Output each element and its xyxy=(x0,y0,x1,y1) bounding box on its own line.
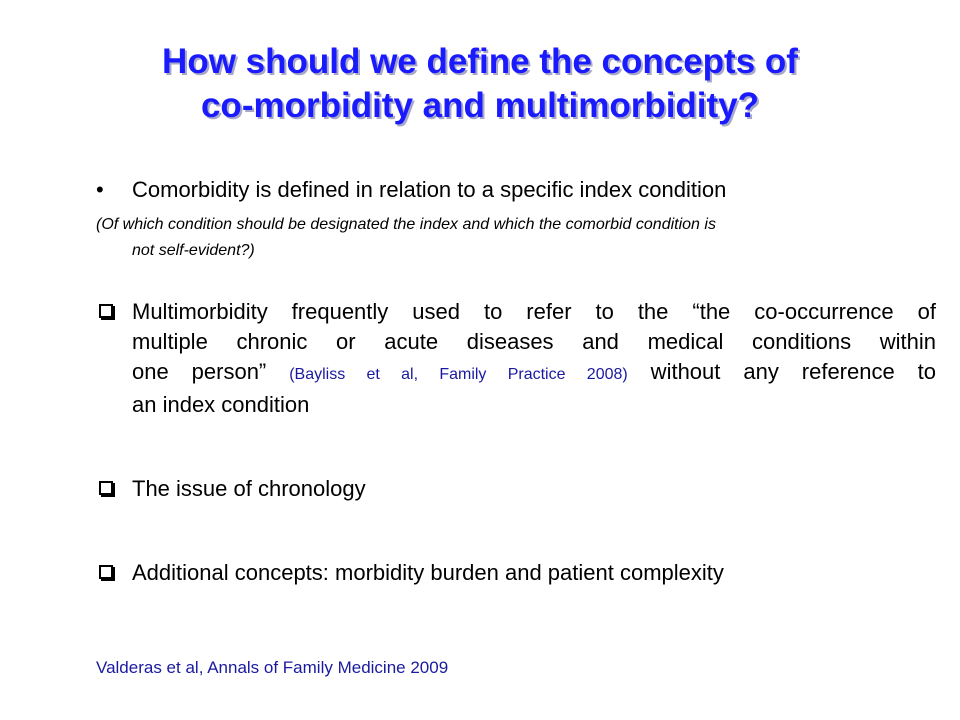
bullet-chronology xyxy=(96,474,936,504)
title-line-1: How should we define the concepts of xyxy=(162,42,798,81)
slide-title xyxy=(40,40,920,128)
note-line-2: not self-evident?) xyxy=(132,242,255,259)
checkbox-bullet-icon xyxy=(99,565,113,579)
multimorbidity-line-1: Multimorbidity frequently used to refer to the “the co-occurrence of xyxy=(132,299,936,324)
multimorbidity-line-3 xyxy=(132,357,936,390)
multimorbidity-line-2: multiple chronic or acute diseases and medical conditions within xyxy=(132,329,936,354)
footer-reference: Valderas et al, Annals of Family Medicine 2009 xyxy=(96,658,449,677)
bullet-dot-marker: • xyxy=(96,177,104,202)
multimorbidity-line-3-end: without any reference to xyxy=(627,359,937,384)
bullet-chronology-text: The issue of chronology xyxy=(132,476,366,501)
index-condition-note xyxy=(96,212,934,264)
bullet-multimorbidity xyxy=(96,297,936,420)
multimorbidity-line-4: an index condition xyxy=(132,392,310,417)
title-line-2: co-morbidity and multimorbidity? xyxy=(200,86,760,125)
checkbox-bullet-icon xyxy=(99,304,113,318)
bullet-additional-concepts xyxy=(96,558,936,588)
checkbox-bullet-icon xyxy=(99,481,113,495)
bullet-additional-text: Additional concepts: morbidity burden and patient complexity xyxy=(132,560,724,585)
bayliss-reference: (Bayliss et al, Family Practice 2008) xyxy=(289,366,628,383)
bullet-comorbidity xyxy=(96,175,936,205)
note-line-1: (Of which condition should be designated the index and which the comorbid condition is xyxy=(96,216,716,233)
bullet-comorbidity-text: Comorbidity is defined in relation to a specific index condition xyxy=(132,177,727,202)
multimorbidity-line-3-start: one person” xyxy=(132,359,290,384)
